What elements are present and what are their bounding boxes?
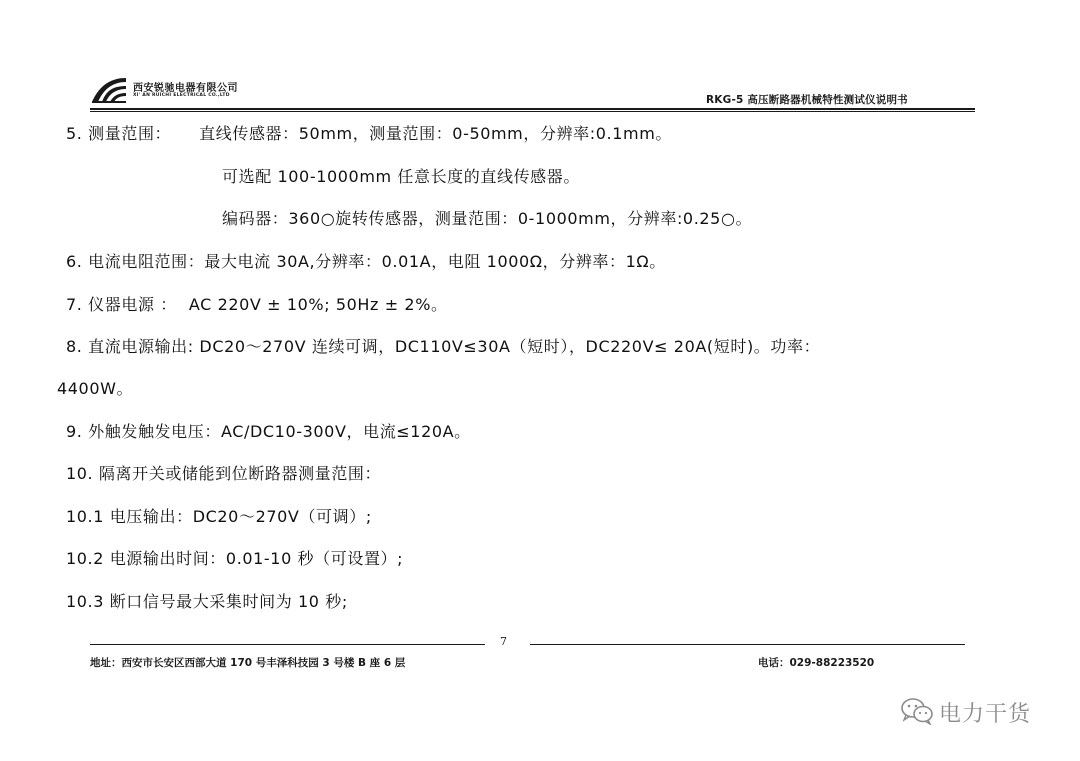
spec-line-power-supply (66, 292, 448, 315)
spec-text: AC 220V ± 10%; 50Hz ± 2%。 (188, 295, 448, 314)
footer-phone: 电话：029-88223520 (758, 657, 875, 669)
spec-text: 直线传感器：50mm，测量范围：0-50mm，分辨率:0.1mm。 (199, 124, 672, 143)
spec-label: 7. 仪器电源 ： (66, 295, 177, 314)
document-title: RKG-5 高压断路器机械特性测试仪说明书 (706, 94, 908, 106)
wechat-icon (900, 697, 934, 725)
spec-line-measure-range (66, 121, 672, 144)
header-rule (90, 108, 975, 110)
footer-address: 地址：西安市长安区西部大道 170 号丰泽科技园 3 号楼 B 座 6 层 (90, 657, 406, 669)
spec-line-trigger-voltage: 9. 外触发触发电压：AC/DC10-300V，电流≤120A。 (66, 422, 471, 441)
footer-rule-left (90, 644, 485, 645)
company-logo (90, 76, 128, 104)
spec-line-output-time: 10.2 电源输出时间：0.01-10 秒（可设置）; (66, 549, 404, 568)
spec-line-dc-output: 8. 直流电源输出: DC20～270V 连续可调，DC110V≤30A（短时），DC220V≤ 20A(短时)。功率： (66, 337, 821, 356)
header-rule-thin (90, 111, 975, 112)
watermark-text: 电力干货 (939, 702, 1032, 727)
spec-label: 5. 测量范围： (66, 124, 172, 143)
spec-line-isolation-switch: 10. 隔离开关或储能到位断路器测量范围： (66, 464, 382, 483)
spec-line-encoder: 编码器：360○旋转传感器，测量范围：0-1000mm，分辨率:0.25○。 (222, 209, 753, 228)
spec-line-dc-output-cont: 4400W。 (57, 379, 134, 398)
spec-line-current-resistance: 6. 电流电阻范围：最大电流 30A,分辨率：0.01A，电阻 1000Ω，分辨率：1Ω。 (66, 252, 666, 271)
spec-line-voltage-output: 10.1 电压输出：DC20～270V（可调）; (66, 507, 372, 526)
company-name-en: XI' AN RUICHI ELECTRICAL CO.,LTD (133, 93, 230, 98)
page-number: 7 (500, 635, 507, 648)
spec-line-acquisition-time: 10.3 断口信号最大采集时间为 10 秒; (66, 592, 348, 611)
footer-rule-right (530, 644, 965, 645)
spec-line-optional-sensor: 可选配 100-1000mm 任意长度的直线传感器。 (222, 167, 580, 186)
company-name: 西安锐驰电器有限公司 (133, 83, 238, 94)
